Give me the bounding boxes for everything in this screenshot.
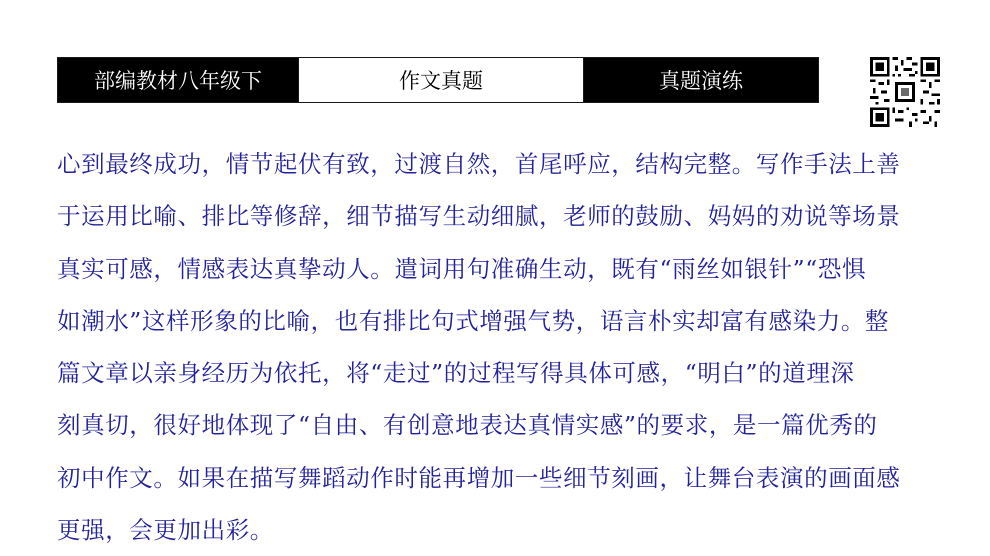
tab-practice[interactable]: 真题演练 (584, 58, 818, 102)
article-line: 刻真切，很好地体现了“自由、有创意地表达真情实感”的要求，是一篇优秀的 (57, 411, 878, 440)
tab-essay-questions[interactable]: 作文真题 (298, 58, 584, 102)
article-line: 于运用比喻、排比等修辞，细节描写生动细腻，老师的鼓励、妈妈的劝说等场景 (57, 202, 901, 231)
tab-textbook[interactable]: 部编教材八年级下 (58, 58, 298, 102)
article-line: 真实可感，情感表达真挚动人。遣词用句准确生动，既有“雨丝如银针”“恐惧 (57, 254, 867, 283)
article-line: 初中作文。如果在描写舞蹈动作时能再增加一些细节刻画，让舞台表演的画面感 (57, 463, 901, 492)
qr-code-icon (870, 57, 940, 127)
header-tab-bar (57, 57, 819, 103)
article-paragraph (57, 138, 957, 556)
article-line: 如潮水”这样形象的比喻，也有排比句式增强气势，语言朴实却富有感染力。整 (57, 306, 890, 335)
article-line: 心到最终成功，情节起伏有致，过渡自然，首尾呼应，结构完整。写作手法上善 (57, 150, 901, 178)
article-line: 篇文章以亲身经历为依托，将“走过”的过程写得具体可感，“明白”的道理深 (57, 359, 855, 388)
article-line: 更强，会更加出彩。 (57, 516, 274, 545)
